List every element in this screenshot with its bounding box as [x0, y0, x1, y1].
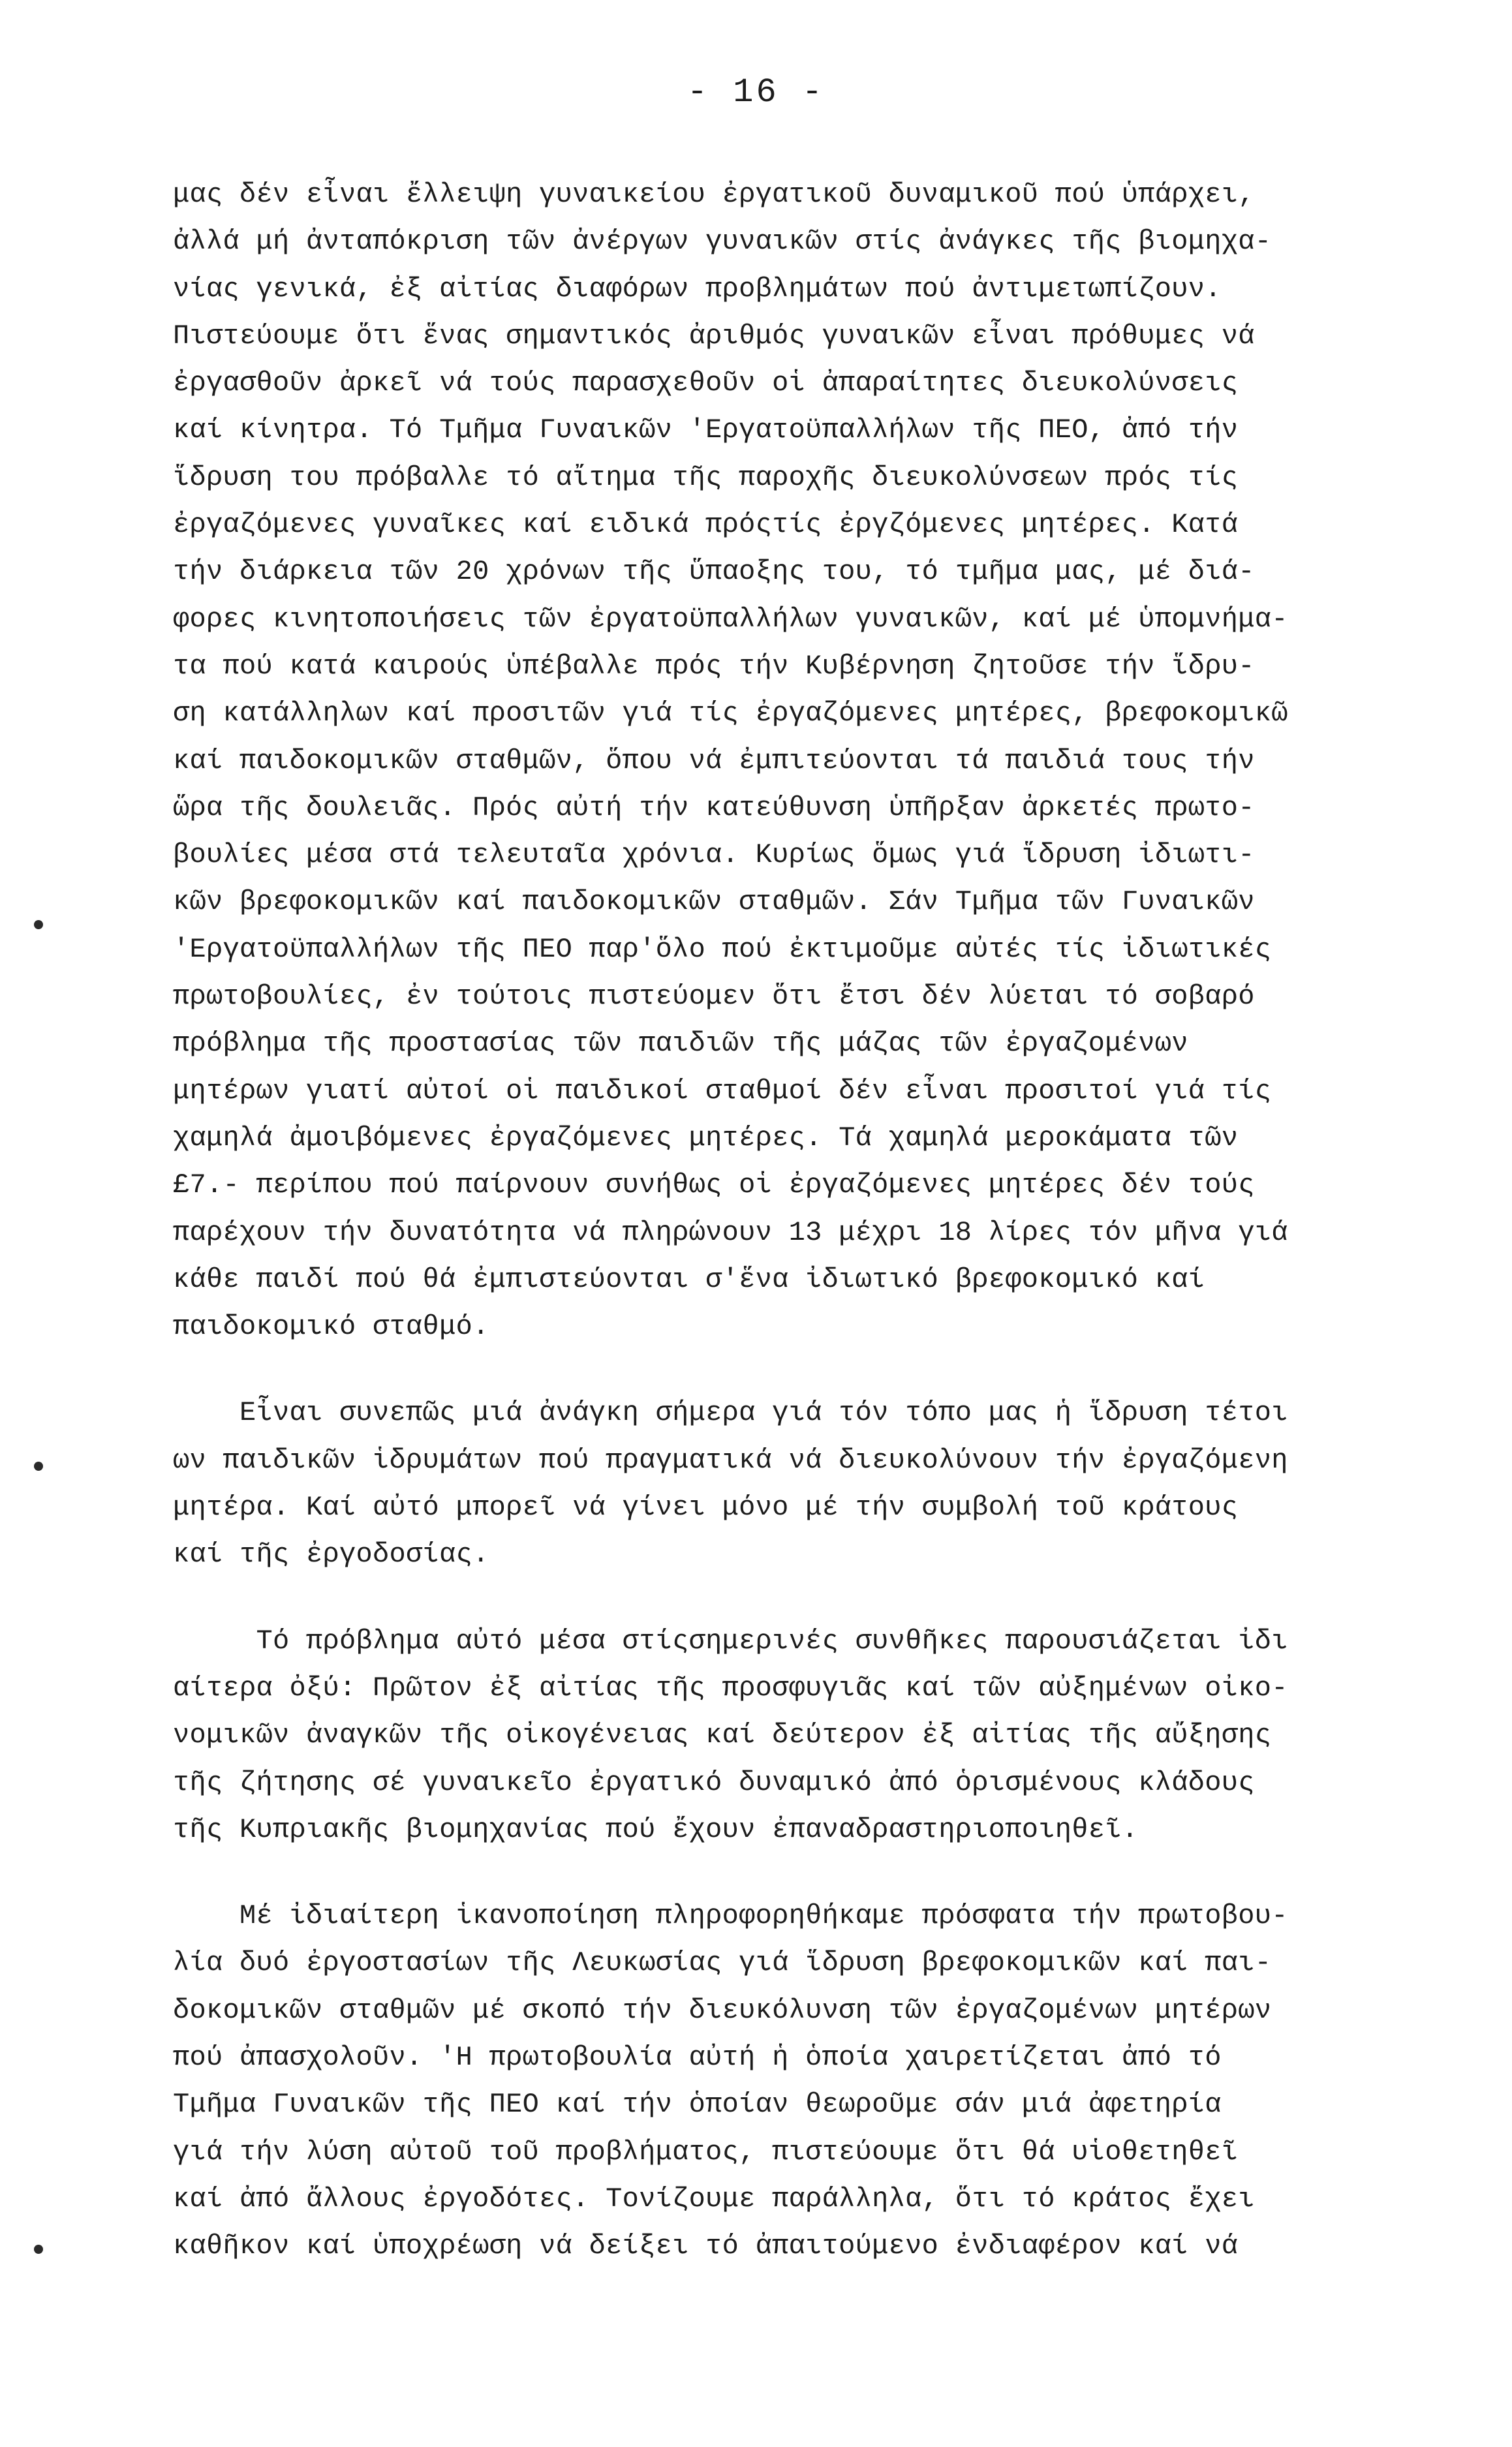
- text-line: δοκομικῶν σταθμῶν μέ σκοπό τήν διευκόλυνση τῶν ἐργαζομένων μητέρων: [173, 1994, 1272, 2026]
- text-line: νίας γενικά, ἐξ αἰτίας διαφόρων προβλημάτων πού ἀντιμετωπίζουν.: [173, 273, 1222, 305]
- text-line: καί ἀπό ἄλλους ἐργοδότες. Τονίζουμε παράλληλα, ὅτι τό κράτος ἔχει: [173, 2183, 1255, 2215]
- text-line: ἐργαζόμενες γυναῖκες καί ειδικά πρόςτίς ἐργζόμενες μητέρες. Κατά: [173, 509, 1239, 541]
- text-line: μητέρων γιατί αὐτοί οἱ παιδικοί σταθμοί δέν εἶναι προσιτοί γιά τίς: [173, 1075, 1272, 1107]
- text-line: τήν διάρκεια τῶν 20 χρόνων τῆς ὕπαοξης του, τό τμῆμα μας, μέ διά-: [173, 556, 1255, 588]
- text-line: λία δυό ἐργοστασίων τῆς Λευκωσίας γιά ἵδρυση βρεφοκομικῶν καί παι-: [173, 1947, 1272, 1979]
- paragraph-3: [173, 1618, 1491, 1853]
- text-line: καί κίνητρα. Τό Τμῆμα Γυναικῶν 'Εργατοϋπαλλήλων τῆς ΠΕΟ, ἀπό τήν: [173, 414, 1239, 446]
- text-line: 'Εργατοϋπαλλήλων τῆς ΠΕΟ παρ'ὅλο πού ἐκτιμοῦμε αὐτές τίς ἰδιωτικές: [173, 933, 1272, 965]
- paragraph-2: [173, 1389, 1491, 1578]
- text-line: ἵδρυση του πρόβαλλε τό αἴτημα τῆς παροχῆς διευκολύνσεων πρός τίς: [173, 461, 1239, 493]
- text-line: τα πού κατά καιρούς ὑπέβαλλε πρός τήν Κυβέρνηση ζητοῦσε τήν ἵδρυ-: [173, 650, 1255, 682]
- text-line: γιά τήν λύση αὐτοῦ τοῦ προβλήματος, πιστεύουμε ὅτι θά υἱοθετηθεῖ: [173, 2136, 1239, 2168]
- text-line: νομικῶν ἀναγκῶν τῆς οἰκογένειας καί δεύτερον ἐξ αἰτίας τῆς αὔξησης: [173, 1719, 1272, 1751]
- paragraph-gap: [173, 1578, 1491, 1618]
- text-line: τῆς Κυπριακῆς βιομηχανίας πού ἔχουν ἐπαναδραστηριοποιηθεῖ.: [173, 1813, 1139, 1845]
- text-line: Πιστεύουμε ὅτι ἕνας σημαντικός ἀριθμός γυναικῶν εἶναι πρόθυμες νά: [173, 320, 1255, 352]
- text-line: £7.- περίπου πού παίρνουν συνήθως οἱ ἐργαζόμενες μητέρες δέν τούς: [173, 1169, 1255, 1201]
- text-line: φορες κινητοποιήσεις τῶν ἐργατοϋπαλλήλων γυναικῶν, καί μέ ὑπομνήμα-: [173, 603, 1288, 635]
- text-line: βουλίες μέσα στά τελευταῖα χρόνια. Κυρίως ὅμως γιά ἵδρυση ἰδιωτι-: [173, 839, 1255, 871]
- margin-mark: [34, 1462, 43, 1471]
- text-line: αίτερα ὀξύ: Πρῶτον ἐξ αἰτίας τῆς προσφυγιᾶς καί τῶν αὐξημένων οἰκο-: [173, 1672, 1288, 1704]
- paragraph-gap: [173, 1853, 1491, 1892]
- text-line: χαμηλά ἀμοιβόμενες ἐργαζόμενες μητέρες. Τά χαμηλά μεροκάματα τῶν: [173, 1122, 1239, 1154]
- text-line: Τό πρόβλημα αὐτό μέσα στίςσημερινές συνθῆκες παρουσιάζεται ἰδι: [173, 1625, 1288, 1657]
- text-line: Μέ ἰδιαίτερη ἱκανοποίηση πληροφορηθήκαμε πρόσφατα τήν πρωτοβου-: [173, 1900, 1288, 1932]
- text-line: πού ἀπασχολοῦν. 'Η πρωτοβουλία αὐτή ἡ ὁποία χαιρετίζεται ἀπό τό: [173, 2041, 1222, 2073]
- text-line: καί παιδοκομικῶν σταθμῶν, ὅπου νά ἐμπιτεύονται τά παιδιά τους τήν: [173, 745, 1255, 777]
- text-line: ὥρα τῆς δουλειᾶς. Πρός αὐτή τήν κατεύθυνση ὑπῆρξαν ἀρκετές πρωτο-: [173, 792, 1255, 823]
- margin-mark: [34, 920, 43, 929]
- body-text: [173, 171, 1491, 2270]
- text-line: καί τῆς ἐργοδοσίας.: [173, 1539, 489, 1571]
- text-line: παιδοκομικό σταθμό.: [173, 1311, 489, 1343]
- text-line: μας δέν εἶναι ἔλλειψη γυναικείου ἐργατικοῦ δυναμικοῦ πού ὑπάρχει,: [173, 179, 1255, 210]
- text-line: κάθε παιδί πού θά ἐμπιστεύονται σ'ἕνα ἰδιωτικό βρεφοκομικό καί: [173, 1263, 1205, 1295]
- text-line: τῆς ζήτησης σέ γυναικεῖο ἐργατικό δυναμικό ἀπό ὁρισμένους κλάδους: [173, 1766, 1255, 1798]
- paragraph-gap: [173, 1350, 1491, 1389]
- margin-mark: [34, 2245, 43, 2254]
- text-line: πρωτοβουλίες, ἐν τούτοις πιστεύομεν ὅτι ἔτσι δέν λύεται τό σοβαρό: [173, 981, 1255, 1013]
- paragraph-1: [173, 171, 1491, 1350]
- paragraph-4: [173, 1892, 1491, 2270]
- text-line: ων παιδικῶν ἱδρυμάτων πού πραγματικά νά διευκολύνουν τήν ἐργαζόμενη: [173, 1444, 1288, 1476]
- text-line: ἀλλά μή ἀνταπόκριση τῶν ἀνέργων γυναικῶν στίς ἀνάγκες τῆς βιομηχα-: [173, 226, 1272, 258]
- text-line: ση κατάλληλων καί προσιτῶν γιά τίς ἐργαζόμενες μητέρες, βρεφοκομικῶ: [173, 698, 1288, 730]
- text-line: Εἶναι συνεπῶς μιά ἀνάγκη σήμερα γιά τόν τόπο μας ἡ ἵδρυση τέτοι: [173, 1397, 1288, 1429]
- text-line: Τμῆμα Γυναικῶν τῆς ΠΕΟ καί τήν ὁποίαν θεωροῦμε σάν μιά ἀφετηρία: [173, 2089, 1222, 2121]
- text-line: πρόβλημα τῆς προστασίας τῶν παιδιῶν τῆς μάζας τῶν ἐργαζομένων: [173, 1028, 1188, 1060]
- text-line: μητέρα. Καί αὐτό μπορεῖ νά γίνει μόνο μέ τήν συμβολή τοῦ κράτους: [173, 1492, 1239, 1524]
- page-number: - 16 -: [687, 73, 825, 112]
- text-line: παρέχουν τήν δυνατότητα νά πληρώνουν 13 μέχρι 18 λίρες τόν μῆνα γιά: [173, 1216, 1288, 1248]
- text-line: ἐργασθοῦν ἀρκεῖ νά τούς παρασχεθοῦν οἱ ἀπαραίτητες διευκολύνσεις: [173, 367, 1239, 399]
- text-line: κῶν βρεφοκομικῶν καί παιδοκομικῶν σταθμῶν. Σάν Τμῆμα τῶν Γυναικῶν: [173, 886, 1255, 918]
- text-line: καθῆκον καί ὑποχρέωση νά δείξει τό ἀπαιτούμενο ἐνδιαφέρον καί νά: [173, 2230, 1239, 2262]
